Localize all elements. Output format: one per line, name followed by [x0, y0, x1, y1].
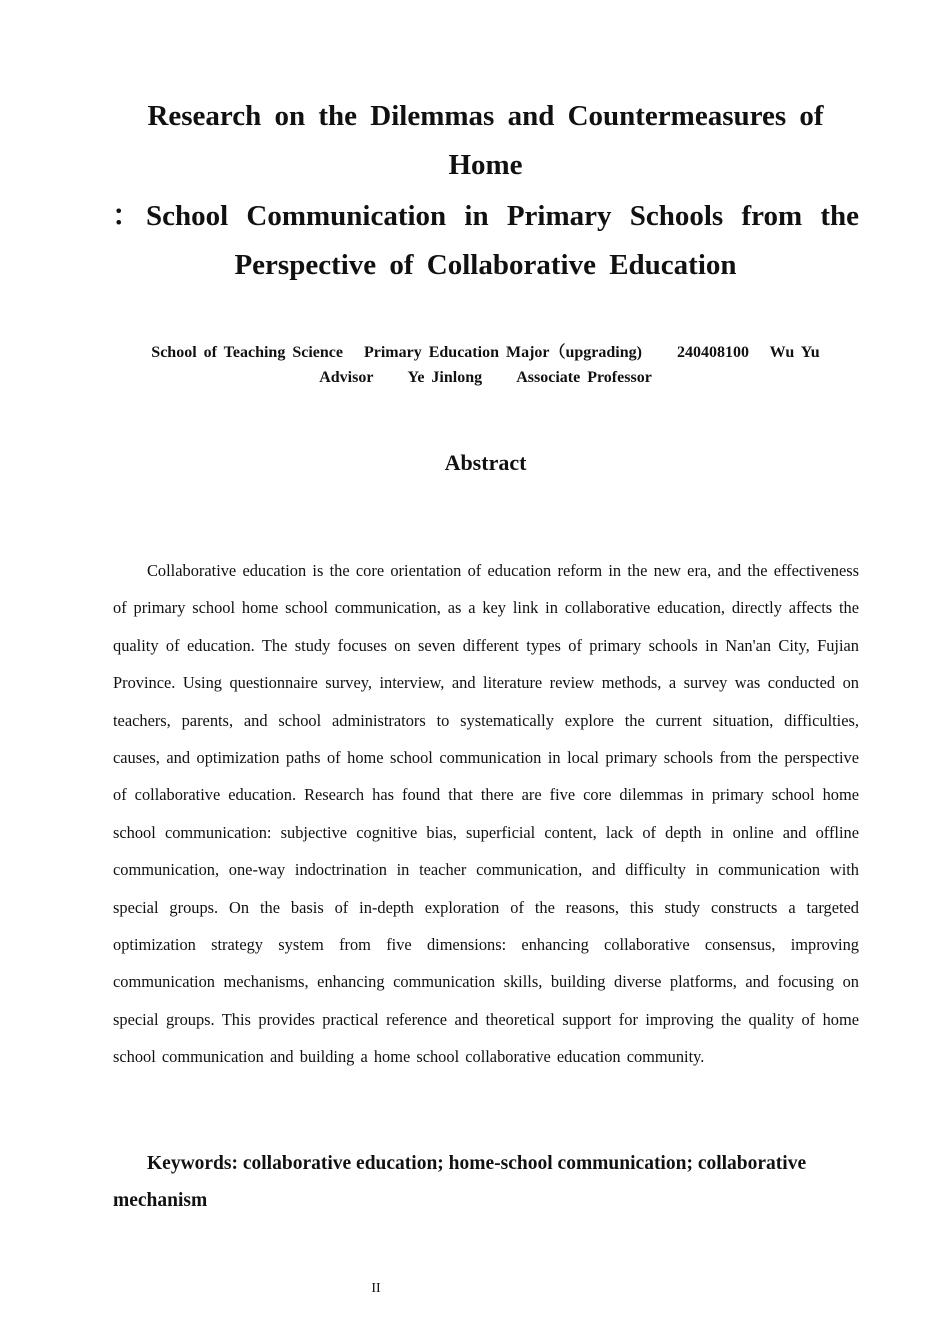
- author-affiliation-line: School of Teaching Science Primary Education Major（upgrading) 240408100 Wu Yu: [151, 344, 820, 361]
- page-number: II: [371, 1281, 381, 1296]
- title-line-4: Perspective of Collaborative Education: [234, 249, 737, 281]
- title-line-2: Home: [448, 149, 523, 181]
- advisor-line: Advisor Ye Jinlong Associate Professor: [319, 369, 652, 386]
- keywords-line: Keywords: collaborative education; home-school communication; collaborative mechanism: [113, 1153, 807, 1211]
- title-line-1: Research on the Dilemmas and Countermeasures of: [147, 100, 824, 132]
- title-line-3: ：School Communication in Primary Schools from the: [112, 200, 859, 232]
- abstract-heading: Abstract: [444, 450, 527, 475]
- abstract-body: Collaborative education is the core orientation of education reform in the new era, and the effectiveness of primary school home school communication, as a key link in collaborative education, directly affects the quality of education. The study focuses on seven different types of primary schools in Nan'an City, Fujian Province. Using questionnaire survey, interview, and literature review methods, a survey was conducted on teachers, parents, and school administrators to systematically explore the current situation, difficulties, causes, and optimization paths of home school communication in local primary schools from the perspective of collaborative education. Research has found that there are five core dilemmas in primary school home school communication: subjective cognitive bias, superficial content, lack of depth in online and offline communication, one-way indoctrination in teacher communication, and difficulty in communication with special groups. On the basis of in-depth exploration of the reasons, this study constructs a targeted optimization strategy system from five dimensions: enhancing collaborative consensus, improving communication mechanisms, enhancing communication skills, building diverse platforms, and focusing on special groups. This provides practical reference and theoretical support for improving the quality of home school communication and building a home school collaborative education community.: [113, 561, 859, 1067]
